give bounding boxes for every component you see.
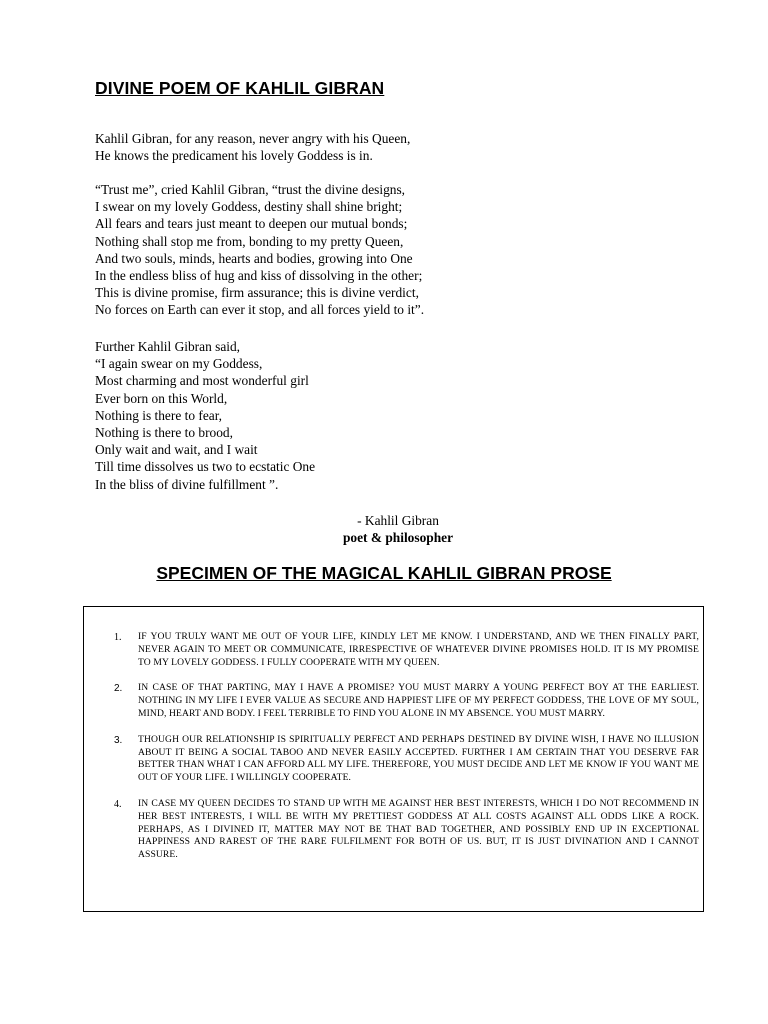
page-title: DIVINE POEM OF KAHLIL GIBRAN [95,78,385,98]
poem-line: Further Kahlil Gibran said, [95,339,241,354]
poem-line: No forces on Earth can ever it stop, and all forces yield to it”. [95,302,425,318]
item-number: 2. [114,683,123,695]
poem-line: In the bliss of divine fulfillment ”. [95,476,279,492]
list-item [84,798,703,862]
item-text: IF YOU TRULY WANT ME OUT OF YOUR LIFE, KINDLY LET ME KNOW. I UNDERSTAND, AND WE THEN FINALLY PART, NEVER AGAIN TO MEET OR COMMUNICATE, IRRESPECTIVE OF WHATEVER DIVINE PROMISES HOLD. IT IS MY PROMISE TO MY LOVELY GODDESS. I FULLY COOPERATE WITH MY QUEEN. [138,631,699,668]
prose-list [84,631,703,875]
item-number: 4. [114,798,122,810]
poem-line: I swear on my lovely Goddess, destiny shall shine bright; [95,199,403,215]
item-text: THOUGH OUR RELATIONSHIP IS SPIRITUALLY PERFECT AND PERHAPS DESTINED BY DIVINE WISH, I HAVE NO ILLUSION ABOUT IT BEING A SOCIAL TABOO AND NEVER EASILY ACCEPTED. FURTHER I AM CERTAIN THAT YOU DESERVE FAR BETTER THAN WHAT I CAN AFFORD ALL MY LIFE. THEREFORE, YOU MUST DECIDE AND LET ME KNOW IF YOU WANT ME OUT OF YOUR LIFE. I WILLINGLY COOPERATE. [138,733,699,784]
poem-line: Most charming and most wonderful girl [95,373,309,389]
poem-line: “Trust me”, cried Kahlil Gibran, “trust the divine designs, [95,182,406,197]
poem-stanza-2 [95,181,424,319]
list-item [84,682,703,720]
poem-line: Nothing is there to fear, [95,407,223,423]
poem-stanza-1 [95,130,410,164]
poem-line: “I again swear on my Goddess, [95,356,263,372]
poem-line: And two souls, minds, hearts and bodies, growing into One [95,250,413,266]
poem-line: Ever born on this World, [95,390,228,406]
signature-name: - Kahlil Gibran [357,513,439,528]
poem-stanza-3 [95,338,315,493]
poem-line: Nothing shall stop me from, bonding to my pretty Queen, [95,233,404,249]
list-item [84,734,703,785]
poem-line: In the endless bliss of hug and kiss of dissolving in the other; [95,268,423,284]
poem-line: Nothing is there to brood, [95,425,233,441]
prose-box [83,606,704,912]
poem-line: Kahlil Gibran, for any reason, never angry with his Queen, [95,131,411,146]
section-title: SPECIMEN OF THE MAGICAL KAHLIL GIBRAN PROSE [156,563,612,583]
poem-line: All fears and tears just meant to deepen our mutual bonds; [95,216,408,232]
list-item [84,631,703,669]
poem-line: Till time dissolves us two to ecstatic One [95,459,316,475]
poem-line: He knows the predicament his lovely Goddess is in. [95,148,373,164]
signature [300,512,496,546]
item-number: 3. [114,734,123,746]
item-text: IN CASE OF THAT PARTING, MAY I HAVE A PROMISE? YOU MUST MARRY A YOUNG PERFECT BOY AT THE EARLIEST. NOTHING IN MY LIFE I EVER VALUE AS SECURE AND HAPPIEST LIFE OF MY PERFECT GODDESS, THE LOVE OF MY SOUL, MIND, HEART AND BODY. I FEEL TERRIBLE TO FIND YOU ALONE IN MY ABSENCE. YOU MUST MARRY. [138,682,699,719]
poem-line: This is divine promise, firm assurance; this is divine verdict, [95,285,419,301]
item-text: IN CASE MY QUEEN DECIDES TO STAND UP WITH ME AGAINST HER BEST INTERESTS, WHICH I DO NOT RECOMMEND IN HER BEST INTERESTS, I WILL BE WITH MY PRETTIEST GODDESS AT ALL COSTS AGAINST ALL ODDS LIKE A ROCK. PERHAPS, AS I DIVINED IT, MATTER MAY NOT BE THAT BAD TOGETHER, AND POSSIBLY END UP IN EXCEPTIONAL HAPPINESS AND RAREST OF THE RARE FULFILMENT FOR BOTH OF US. BUT, IT IS JUST DIVINATION AND I CANNOT ASSURE. [138,797,699,861]
signature-role: poet & philosopher [342,530,454,545]
item-number: 1. [114,632,122,643]
poem-line: Only wait and wait, and I wait [95,442,258,458]
